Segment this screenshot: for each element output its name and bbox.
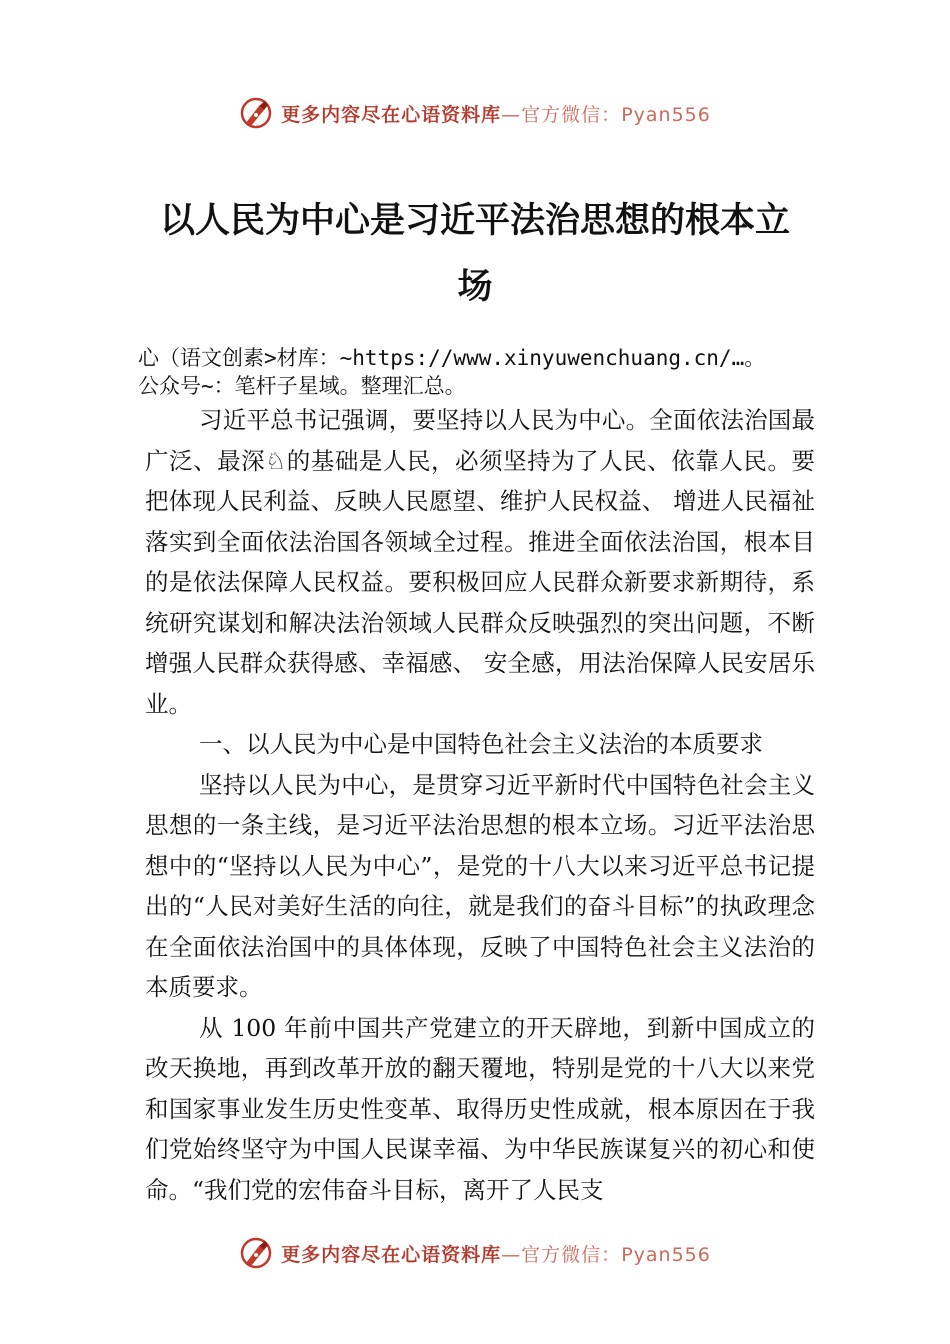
source-line-1: 心（语文创素>材库：~https://www.xinyuwenchuang.cn/…。: [138, 346, 766, 370]
title-line-2: 场: [457, 266, 493, 307]
banner-wechat-label: 官方微信：: [521, 103, 622, 126]
document-body: [145, 400, 815, 1210]
banner-dash: —: [501, 1243, 522, 1266]
title-line-1: 以人民为中心是习近平法治思想的根本立: [159, 200, 790, 241]
paragraph: 从 100 年前中国共产党建立的开天辟地，到新中国成立的改天换地，再到改革开放的翻天覆地，特别是党的十八大以来党和国家事业发生历史性变革、取得历史性成就，根本原因在于我们党始终坚守为中国人民谋幸福、为中华民族谋复兴的初心和使命。“我们党的宏伟奋斗目标，离开了人民支: [145, 1013, 815, 1204]
header-banner: [0, 93, 950, 133]
footer-banner: [0, 1233, 950, 1273]
banner-wechat-id: Pyan556: [621, 1243, 711, 1266]
banner-dash: —: [501, 103, 522, 126]
banner-text: [281, 1240, 711, 1267]
banner-wechat-id: Pyan556: [621, 103, 711, 126]
paragraph: 坚持以人民为中心，是贯穿习近平新时代中国特色社会主义思想的一条主线，是习近平法治思想的根本立场。习近平法治思想中的“坚持以人民为中心”，是党的十八大以来习近平总书记提出的“人民对美好生活的向往，就是我们的奋斗目标”的执政理念在全面依法治国中的具体体现，反映了中国特色社会主义法治的本质要求。: [145, 770, 815, 1001]
paragraph: 习近平总书记强调，要坚持以人民为中心。全面依法治国最广泛、最深♘的基础是人民，必须坚持为了人民、依靠人民。要把体现人民利益、反映人民愿望、维护人民权益、 增进人民福祉落实到全面依法治国各领域全过程。推进全面依法治国，根本目的是依法保障人民权益。要积极回应人民群众新要求新期待，系统研究谋划和解决法治领域人民群众反映强烈的突出问题，不断增强人民群众获得感、幸福感、 安全感，用法治保障人民安居乐业。: [145, 406, 815, 718]
banner-lead: 更多内容尽在心语资料库: [281, 103, 502, 126]
banner-text: [281, 100, 711, 127]
source-note: [138, 344, 858, 400]
banner-lead: 更多内容尽在心语资料库: [281, 1243, 502, 1266]
section-heading: 一、以人民为中心是中国特色社会主义法治的本质要求: [199, 730, 764, 758]
pen-nib-logo-icon: [239, 96, 273, 130]
source-line-2: 公众号~：笔杆子星域。整理汇总。: [138, 374, 466, 398]
document-title: [90, 188, 860, 320]
banner-wechat-label: 官方微信：: [521, 1243, 622, 1266]
pen-nib-logo-icon: [239, 1236, 273, 1270]
